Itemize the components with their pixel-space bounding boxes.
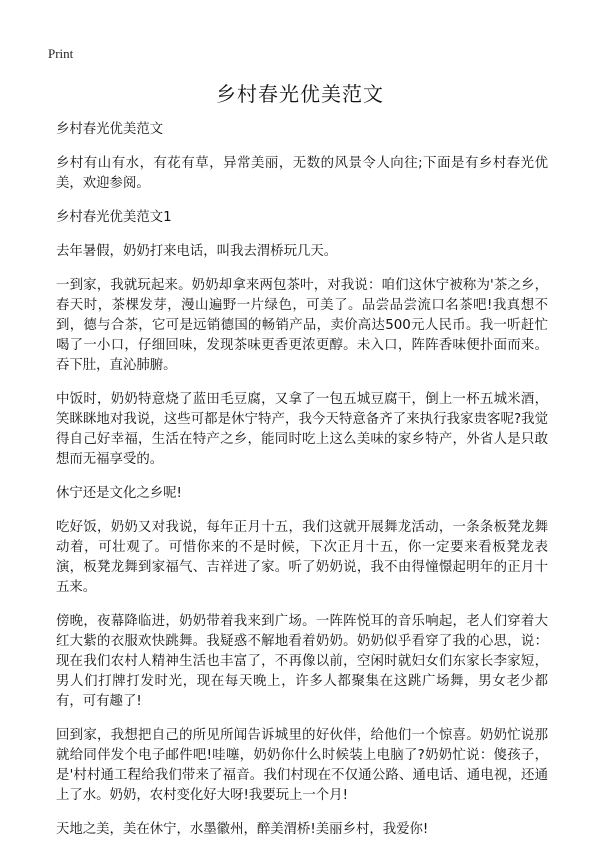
- document-body: [56, 120, 548, 854]
- paragraph: 傍晚，夜幕降临进，奶奶带着我来到广场。一阵阵悦耳的音乐响起，老人们穿着大红大紫的衣服欢快跳舞。我疑惑不解地看着奶奶。奶奶似乎看穿了我的心思，说：现在我们农村人精神生活也丰富了，不再像以前，空闲时就妇女们东家长李家短，男人们打牌打发时光，现在每天晚上，许多人都聚集在这跳广场舞，男女老少都有，可有趣了!: [56, 614, 548, 709]
- paragraph-subheading: 乡村春光优美范文1: [56, 210, 172, 225]
- paragraph: 中饭时，奶奶特意烧了蓝田毛豆腐，又拿了一包五城豆腐干，倒上一杯五城米酒，笑眯眯地对我说，这些可都是休宁特产，我今天特意备齐了来执行我家贵客呢?我觉得自己好幸福，生活在特产之乡，能同时吃上这么美味的家乡特产，外省人是只敢想而无福享受的。: [56, 392, 548, 467]
- paragraph-intro: 乡村有山有水，有花有草，异常美丽，无数的风景令人向往;下面是有乡村春光优美，欢迎参阅。: [56, 156, 548, 191]
- paragraph: 去年暑假，奶奶打来电话，叫我去渭桥玩几天。: [56, 244, 338, 259]
- paragraph-heading: 乡村春光优美范文: [56, 122, 164, 137]
- print-link[interactable]: Print: [48, 46, 74, 61]
- document-title: 乡村春光优美范文: [216, 82, 384, 106]
- paragraph: 一到家，我就玩起来。奶奶却拿来两包茶叶，对我说：咱们这休宁被称为'茶之乡，春天时，茶棵发芽，漫山遍野一片绿色，可美了。品尝品尝流口名茶吧!我真想不到，德与合茶，它可是远销德国的畅销产品，卖价高达500元人民币。我一听赶忙喝了一小口，仔细回味，发现茶味更香更浓更醇。未入口，阵阵香味便扑面而来。吞下肚，直沁肺腑。: [56, 278, 548, 373]
- paragraph: 吃好饭，奶奶又对我说，每年正月十五，我们这就开展舞龙活动，一条条板凳龙舞动着，可壮观了。可惜你来的不是时候，下次正月十五，你一定要来看板凳龙表演，板凳龙舞到家福气、吉祥进了家。听了奶奶说，我不由得憧憬起明年的正月十五来。: [56, 520, 548, 595]
- paragraph: 回到家，我想把自己的所见所闻告诉城里的好伙伴，给他们一个惊喜。奶奶忙说那就给同伴发个电子邮件吧!哇噻，奶奶你什么时候装上电脑了?奶奶忙说：傻孩子，是'村村通工程给我们带来了福音。我们村现在不仅通公路、通电话、通电视，还通上了水。奶奶，农村变化好大呀!我要玩上一个月!: [56, 728, 548, 803]
- paragraph: 休宁还是文化之乡呢!: [56, 486, 182, 501]
- paragraph-closing: 天地之美，美在休宁，水墨徽州，醉美渭桥!美丽乡村，我爱你!: [56, 822, 429, 837]
